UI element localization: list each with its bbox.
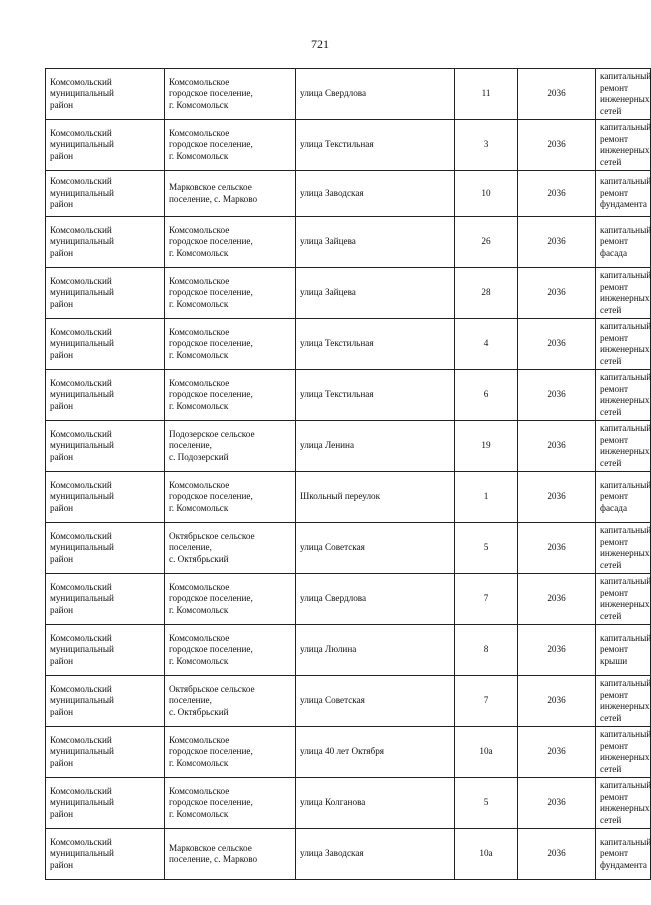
settlement-cell: Октябрьское сельское поселение, с. Октябрьский <box>165 523 296 574</box>
year-cell: 2036 <box>518 319 596 370</box>
street-cell: улица Колганова <box>296 778 455 829</box>
house-number-cell: 5 <box>455 523 518 574</box>
year-cell: 2036 <box>518 268 596 319</box>
year-cell: 2036 <box>518 217 596 268</box>
year-cell: 2036 <box>518 472 596 523</box>
house-number-cell: 28 <box>455 268 518 319</box>
table-row <box>46 120 651 171</box>
street-cell: улица Текстильная <box>296 319 455 370</box>
settlement-cell: Комсомольское городское поселение, г. Комсомольск <box>165 625 296 676</box>
settlement-cell: Комсомольское городское поселение, г. Комсомольск <box>165 778 296 829</box>
district-cell: Комсомольский муниципальный район <box>46 319 165 370</box>
house-number-cell: 7 <box>455 676 518 727</box>
district-cell: Комсомольский муниципальный район <box>46 171 165 217</box>
year-cell: 2036 <box>518 421 596 472</box>
settlement-cell: Марковское сельское поселение, с. Марково <box>165 829 296 880</box>
year-cell: 2036 <box>518 574 596 625</box>
settlement-cell: Комсомольское городское поселение, г. Комсомольск <box>165 268 296 319</box>
house-number-cell: 11 <box>455 69 518 120</box>
district-cell: Комсомольский муниципальный район <box>46 727 165 778</box>
table-row <box>46 778 651 829</box>
table-row <box>46 217 651 268</box>
house-number-cell: 5 <box>455 778 518 829</box>
street-cell: улица Текстильная <box>296 370 455 421</box>
district-cell: Комсомольский муниципальный район <box>46 472 165 523</box>
street-cell: улица 40 лет Октября <box>296 727 455 778</box>
district-cell: Комсомольский муниципальный район <box>46 421 165 472</box>
work-type-cell: капитальный ремонт крыши <box>596 625 651 676</box>
work-type-cell: капитальный ремонт инженерных сетей <box>596 523 651 574</box>
street-cell: улица Зайцева <box>296 268 455 319</box>
year-cell: 2036 <box>518 829 596 880</box>
work-type-cell: капитальный ремонт фасада <box>596 217 651 268</box>
table-row <box>46 171 651 217</box>
street-cell: улица Ленина <box>296 421 455 472</box>
table-row <box>46 523 651 574</box>
work-type-cell: капитальный ремонт фундамента <box>596 171 651 217</box>
year-cell: 2036 <box>518 676 596 727</box>
work-type-cell: капитальный ремонт инженерных сетей <box>596 676 651 727</box>
house-number-cell: 10а <box>455 829 518 880</box>
year-cell: 2036 <box>518 523 596 574</box>
settlement-cell: Комсомольское городское поселение, г. Комсомольск <box>165 727 296 778</box>
work-type-cell: капитальный ремонт фасада <box>596 472 651 523</box>
house-number-cell: 3 <box>455 120 518 171</box>
settlement-cell: Комсомольское городское поселение, г. Комсомольск <box>165 120 296 171</box>
table-row <box>46 319 651 370</box>
settlement-cell: Комсомольское городское поселение, г. Комсомольск <box>165 574 296 625</box>
street-cell: улица Свердлова <box>296 69 455 120</box>
district-cell: Комсомольский муниципальный район <box>46 829 165 880</box>
district-cell: Комсомольский муниципальный район <box>46 523 165 574</box>
table-row <box>46 676 651 727</box>
district-cell: Комсомольский муниципальный район <box>46 268 165 319</box>
district-cell: Комсомольский муниципальный район <box>46 778 165 829</box>
work-type-cell: капитальный ремонт инженерных сетей <box>596 574 651 625</box>
table-row <box>46 268 651 319</box>
street-cell: улица Заводская <box>296 171 455 217</box>
district-cell: Комсомольский муниципальный район <box>46 574 165 625</box>
settlement-cell: Октябрьское сельское поселение, с. Октябрьский <box>165 676 296 727</box>
work-type-cell: капитальный ремонт инженерных сетей <box>596 319 651 370</box>
district-cell: Комсомольский муниципальный район <box>46 676 165 727</box>
district-cell: Комсомольский муниципальный район <box>46 69 165 120</box>
house-number-cell: 1 <box>455 472 518 523</box>
street-cell: улица Заводская <box>296 829 455 880</box>
table-row <box>46 829 651 880</box>
year-cell: 2036 <box>518 171 596 217</box>
settlement-cell: Комсомольское городское поселение, г. Комсомольск <box>165 69 296 120</box>
district-cell: Комсомольский муниципальный район <box>46 120 165 171</box>
district-cell: Комсомольский муниципальный район <box>46 370 165 421</box>
district-cell: Комсомольский муниципальный район <box>46 217 165 268</box>
table-row <box>46 625 651 676</box>
settlement-cell: Комсомольское городское поселение, г. Комсомольск <box>165 319 296 370</box>
table-row <box>46 727 651 778</box>
work-type-cell: капитальный ремонт инженерных сетей <box>596 778 651 829</box>
street-cell: Школьный переулок <box>296 472 455 523</box>
settlement-cell: Подозерское сельское поселение, с. Подозерский <box>165 421 296 472</box>
house-number-cell: 26 <box>455 217 518 268</box>
work-type-cell: капитальный ремонт инженерных сетей <box>596 370 651 421</box>
street-cell: улица Советская <box>296 523 455 574</box>
settlement-cell: Комсомольское городское поселение, г. Комсомольск <box>165 472 296 523</box>
street-cell: улица Зайцева <box>296 217 455 268</box>
house-number-cell: 8 <box>455 625 518 676</box>
house-number-cell: 7 <box>455 574 518 625</box>
settlement-cell: Комсомольское городское поселение, г. Комсомольск <box>165 217 296 268</box>
year-cell: 2036 <box>518 370 596 421</box>
work-type-cell: капитальный ремонт фундамента <box>596 829 651 880</box>
house-number-cell: 10а <box>455 727 518 778</box>
housing-repair-table <box>45 68 651 880</box>
settlement-cell: Марковское сельское поселение, с. Марково <box>165 171 296 217</box>
house-number-cell: 6 <box>455 370 518 421</box>
house-number-cell: 10 <box>455 171 518 217</box>
street-cell: улица Советская <box>296 676 455 727</box>
work-type-cell: капитальный ремонт инженерных сетей <box>596 120 651 171</box>
settlement-cell: Комсомольское городское поселение, г. Комсомольск <box>165 370 296 421</box>
district-cell: Комсомольский муниципальный район <box>46 625 165 676</box>
street-cell: улица Люлина <box>296 625 455 676</box>
house-number-cell: 4 <box>455 319 518 370</box>
work-type-cell: капитальный ремонт инженерных сетей <box>596 268 651 319</box>
year-cell: 2036 <box>518 120 596 171</box>
work-type-cell: капитальный ремонт инженерных сетей <box>596 727 651 778</box>
table-row <box>46 574 651 625</box>
street-cell: улица Свердлова <box>296 574 455 625</box>
page-number: 721 <box>311 37 329 51</box>
table-row <box>46 421 651 472</box>
year-cell: 2036 <box>518 727 596 778</box>
year-cell: 2036 <box>518 69 596 120</box>
work-type-cell: капитальный ремонт инженерных сетей <box>596 421 651 472</box>
year-cell: 2036 <box>518 625 596 676</box>
street-cell: улица Текстильная <box>296 120 455 171</box>
table-row <box>46 69 651 120</box>
year-cell: 2036 <box>518 778 596 829</box>
house-number-cell: 19 <box>455 421 518 472</box>
table-row <box>46 370 651 421</box>
table-row <box>46 472 651 523</box>
work-type-cell: капитальный ремонт инженерных сетей <box>596 69 651 120</box>
